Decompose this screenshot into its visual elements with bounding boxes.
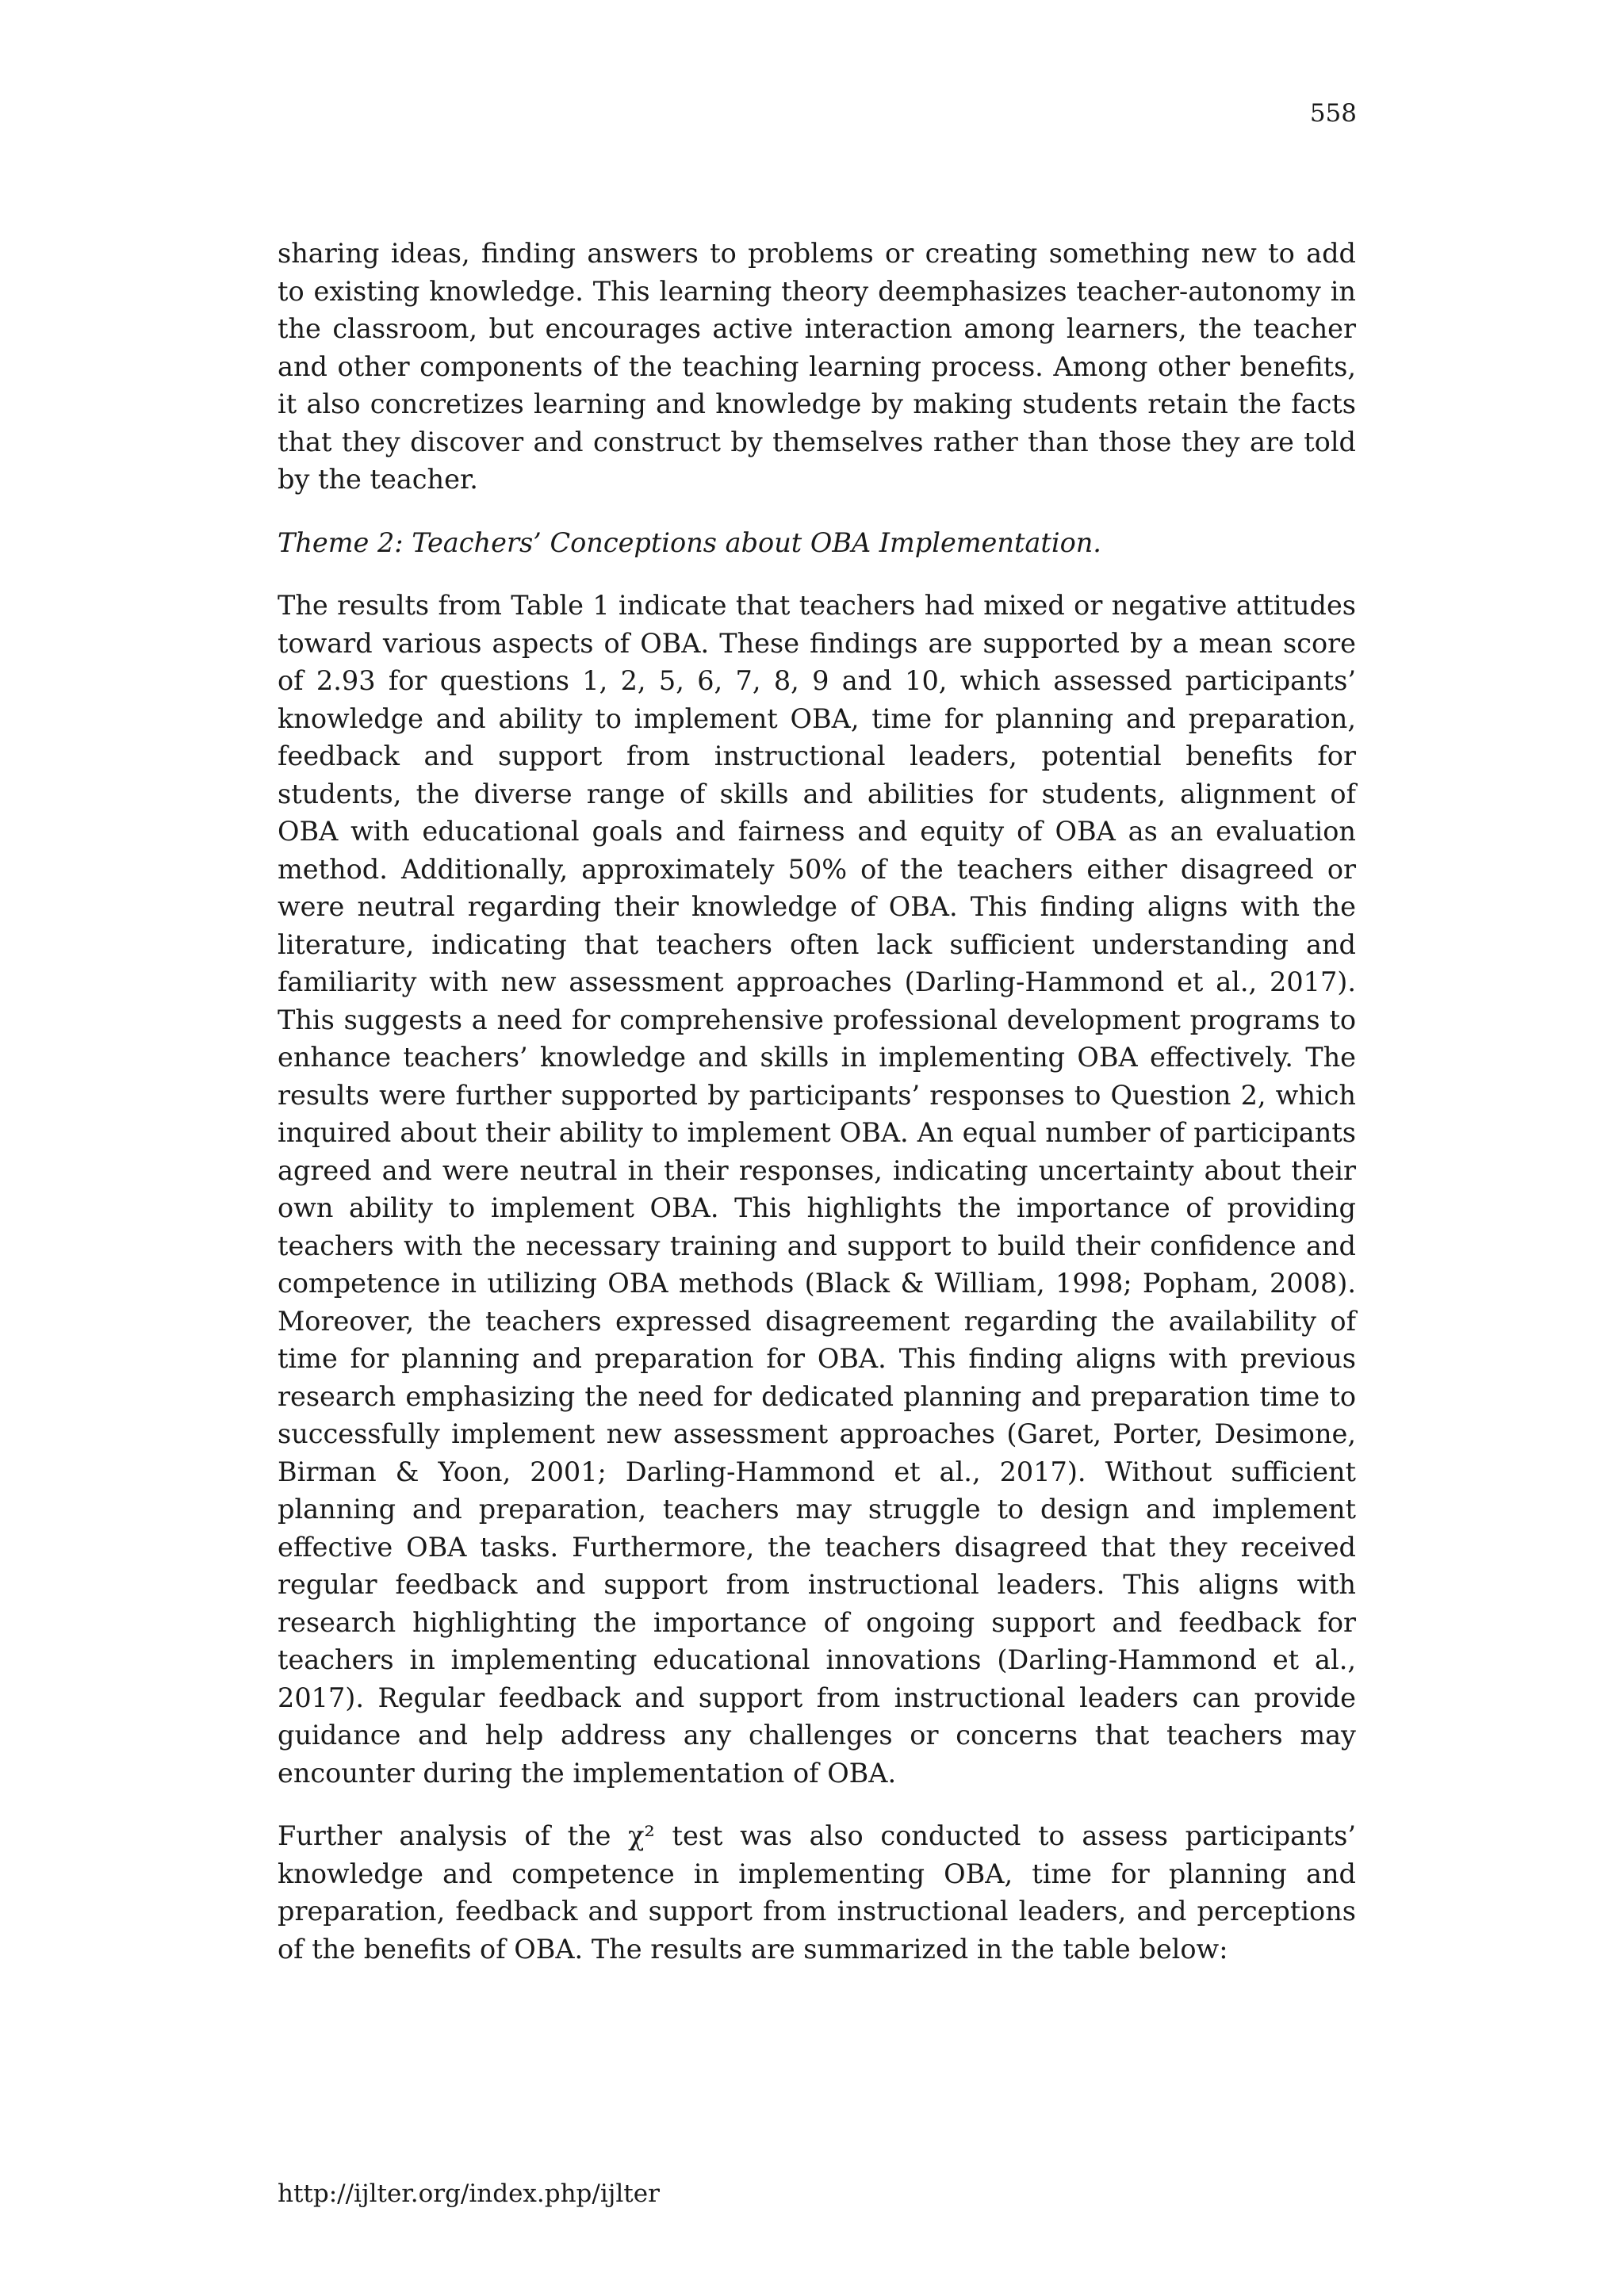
article-body xyxy=(278,235,1356,1968)
footer-url: http://ijlter.org/index.php/ijlter xyxy=(278,2179,660,2208)
body-paragraph-3: Further analysis of the χ² test was also conducted to assess participants’ knowledge and competence in implementing OBA, time for planning and preparation, feedback and support from instructional leaders, and perceptions of the benefits of OBA. The results are summarized in the table below: xyxy=(278,1820,1356,1965)
theme-heading: Theme 2: Teachers’ Conceptions about OBA Implementation. xyxy=(278,526,1101,558)
body-paragraph-1: sharing ideas, finding answers to problems or creating something new to add to existing knowledge. This learning theory deemphasizes teacher-autonomy in the classroom, but encourages active interaction among learners, the teacher and other components of the teaching learning process. Among other benefits, it also concretizes learning and knowledge by making students retain the facts that they discover and construct by themselves rather than those they are told by the teacher. xyxy=(278,238,1356,495)
page-number: 558 xyxy=(1309,99,1357,128)
body-paragraph-2: The results from Table 1 indicate that teachers had mixed or negative attitudes toward various aspects of OBA. These findings are supported by a mean score of 2.93 for questions 1, 2, 5, 6, 7, 8, 9 and 10, which assessed participants’ knowledge and ability to implement OBA, time for planning and preparation, feedback and support from instructional leaders, potential benefits for students, the diverse range of skills and abilities for students, alignment of OBA with educational goals and fairness and equity of OBA as an evaluation method. Additionally, approximately 50% of the teachers either disagreed or were neutral regarding their knowledge of OBA. This finding aligns with the literature, indicating that teachers often lack sufficient understanding and familiarity with new assessment approaches (Darling-Hammond et al., 2017). This suggests a need for comprehensive professional development programs to enhance teachers’ knowledge and skills in implementing OBA effectively. The results were further supported by participants’ responses to Question 2, which inquired about their ability to implement OBA. An equal number of participants agreed and were neutral in their responses, indicating uncertainty about their own ability to implement OBA. This highlights the importance of providing teachers with the necessary training and support to build their confidence and competence in utilizing OBA methods (Black & William, 1998; Popham, 2008). Moreover, the teachers expressed disagreement regarding the availability of time for planning and preparation for OBA. This finding aligns with previous research emphasizing the need for dedicated planning and preparation time to successfully implement new assessment approaches (Garet, Porter, Desimone, Birman & Yoon, 2001; Darling-Hammond et al., 2017). Without sufficient planning and preparation, teachers may struggle to design and implement effective OBA tasks. Furthermore, the teachers disagreed that they received regular feedback and support from instructional leaders. This aligns with research highlighting the importance of ongoing support and feedback for teachers in implementing educational innovations (Darling-Hammond et al., 2017). Regular feedback and support from instructional leaders can provide guidance and help address any challenges or concerns that teachers may encounter during the implementation of OBA. xyxy=(278,590,1356,1789)
